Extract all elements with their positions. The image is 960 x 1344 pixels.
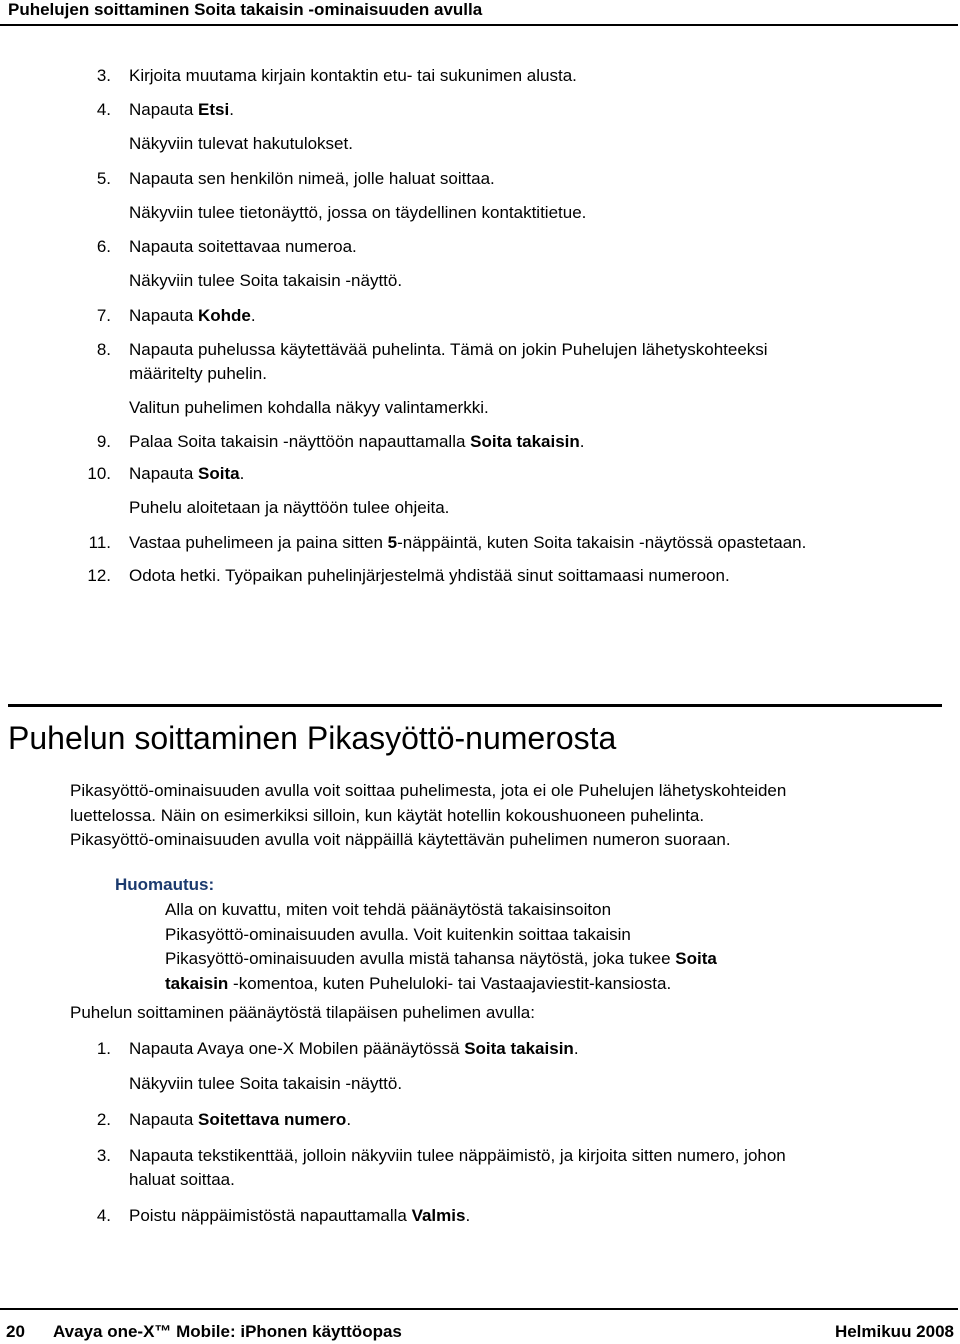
step-item [0, 564, 960, 588]
step-result [0, 396, 960, 420]
paragraph-line: Pikasyöttö-ominaisuuden avulla voit näppäillä käytettävän puhelimen numeron suoraan. [70, 830, 731, 849]
ui-command-label: Soita [198, 464, 240, 483]
document-date: Helmikuu 2008 [834, 1322, 954, 1341]
step-line: Napauta tekstikenttää, jolloin näkyviin tulee näppäimistö, ja kirjoita sitten numero, johon [129, 1146, 786, 1165]
step-number: 4. [96, 1206, 111, 1225]
step-text: . [229, 100, 234, 119]
step-line: Näkyviin tulevat hakutulokset. [129, 134, 353, 153]
step-text: -näppäintä, kuten Soita takaisin -näytössä opastetaan. [397, 533, 807, 552]
step-number: 3. [96, 66, 111, 85]
step-text: Poistu näppäimistöstä napauttamalla [129, 1206, 412, 1225]
step-text: . [239, 464, 245, 483]
step-item [0, 1037, 960, 1061]
step-line [129, 1037, 960, 1061]
step-number: 8. [96, 340, 111, 359]
step-item [0, 235, 960, 259]
step-item [0, 304, 960, 328]
step-text: Vastaa puhelimeen ja paina sitten [129, 533, 388, 552]
procedure-intro: Puhelun soittaminen päänäytöstä tilapäisen puhelimen avulla: [70, 1003, 535, 1022]
ui-command-label: 5 [387, 533, 398, 552]
procedure-steps-pikasyotto [0, 1037, 960, 1228]
ui-command-label: Soita [675, 949, 717, 968]
step-line: Napauta soitettavaa numeroa. [129, 237, 357, 256]
step-text: Palaa Soita takaisin -näyttöön napauttamalla [129, 432, 471, 451]
step-line: Kirjoita muutama kirjain kontaktin etu- tai sukunimen alusta. [129, 66, 577, 85]
step-item [0, 167, 960, 191]
section-divider [8, 704, 942, 707]
ui-command-label: Soita takaisin [470, 432, 580, 451]
step-line: Näkyviin tulee Soita takaisin -näyttö. [129, 271, 403, 290]
footer-divider [0, 1308, 958, 1310]
ui-command-label: Soitettava numero [198, 1110, 347, 1129]
step-line: Alla on kuvattu, miten voit tehdä päänäytöstä takaisinsoiton [165, 900, 612, 919]
step-text: Napauta [129, 464, 198, 483]
ui-command-label: Soita takaisin [464, 1039, 574, 1058]
step-text: . [346, 1110, 352, 1129]
step-line [129, 462, 960, 486]
paragraph-line: luettelossa. Näin on esimerkiksi silloin, kun käytät hotellin kokoushuoneen puhelinta. [70, 805, 705, 825]
step-text: . [465, 1206, 471, 1225]
step-line: Näkyviin tulee tietonäyttö, jossa on täydellinen kontaktitietue. [129, 203, 587, 222]
step-number: 5. [96, 169, 111, 188]
step-number: 6. [96, 237, 111, 256]
step-line [129, 98, 960, 122]
step-text: Napauta [129, 1110, 198, 1129]
step-number: 11. [88, 533, 111, 552]
step-line: määritelty puhelin. [129, 364, 267, 383]
step-result [0, 201, 960, 225]
step-item [0, 531, 960, 555]
ui-command-label: Valmis [411, 1206, 466, 1225]
ui-command-label: Etsi [198, 100, 230, 119]
step-number: 9. [96, 432, 111, 451]
step-line: Valitun puhelimen kohdalla näkyy valintamerkki. [129, 398, 489, 417]
step-number: 4. [96, 100, 111, 119]
step-result [0, 1072, 960, 1096]
step-text: . [579, 432, 585, 451]
running-header [0, 0, 958, 26]
section-title: Puhelun soittaminen Pikasyöttö-numerosta [8, 720, 617, 756]
step-text: Napauta [129, 100, 198, 119]
step-line: Napauta sen henkilön nimeä, jolle haluat soittaa. [129, 169, 495, 188]
step-number: 10. [87, 464, 111, 483]
page-number: 20 [6, 1322, 25, 1341]
step-text: Napauta Avaya one-X Mobilen päänäytössä [129, 1039, 465, 1058]
step-number: 12. [87, 566, 111, 585]
step-line [129, 1108, 960, 1132]
step-line [165, 947, 865, 972]
step-result [0, 496, 960, 520]
step-result [0, 269, 960, 293]
step-line: Odota hetki. Työpaikan puhelinjärjestelmä yhdistää sinut soittamaasi numeroon. [129, 566, 730, 585]
step-item [0, 430, 960, 454]
step-item [0, 338, 960, 386]
step-line [129, 304, 960, 328]
note-label: Huomautus: [115, 875, 215, 894]
step-text: Pikasyöttö-ominaisuuden avulla mistä tahansa näytöstä, joka tukee [165, 949, 676, 968]
step-item [0, 1144, 960, 1192]
step-line: Pikasyöttö-ominaisuuden avulla. Voit kuitenkin soittaa takaisin [165, 924, 631, 944]
step-item [0, 98, 960, 122]
step-number: 2. [96, 1110, 111, 1129]
running-header-title: Puhelujen soittaminen Soita takaisin -ominaisuuden avulla [8, 0, 483, 19]
step-result [0, 132, 960, 156]
step-line [129, 531, 960, 555]
step-text: Napauta [129, 306, 198, 325]
step-item [0, 1204, 960, 1228]
step-line: Napauta puhelussa käytettävää puhelinta. Tämä on jokin Puhelujen lähetyskohteeksi [129, 340, 768, 359]
step-number: 1. [96, 1039, 111, 1058]
step-line [129, 430, 960, 454]
step-line [165, 972, 865, 997]
ui-command-label: Kohde [198, 306, 251, 325]
note-body [165, 898, 865, 996]
step-item [0, 462, 960, 486]
step-number: 7. [96, 306, 111, 325]
step-text: -komentoa, kuten Puheluloki- tai Vastaajaviestit-kansiosta. [228, 973, 672, 993]
ui-command-label: takaisin [165, 973, 229, 993]
step-number: 3. [96, 1146, 111, 1165]
page-footer [0, 1320, 960, 1344]
step-line: Puhelu aloitetaan ja näyttöön tulee ohjeita. [129, 498, 450, 517]
step-line [129, 1204, 960, 1228]
step-item [0, 1108, 960, 1132]
procedure-steps-callback [0, 64, 960, 588]
section-intro-paragraph [70, 779, 950, 853]
step-text: . [573, 1039, 579, 1058]
step-line: Näkyviin tulee Soita takaisin -näyttö. [129, 1074, 403, 1093]
step-line: haluat soittaa. [129, 1170, 235, 1189]
step-item [0, 64, 960, 88]
document-title: Avaya one-X™ Mobile: iPhonen käyttöopas [53, 1322, 402, 1341]
step-text: . [250, 306, 256, 325]
paragraph-line: Pikasyöttö-ominaisuuden avulla voit soittaa puhelimesta, jota ei ole Puhelujen lähetyskohteiden [70, 781, 787, 800]
